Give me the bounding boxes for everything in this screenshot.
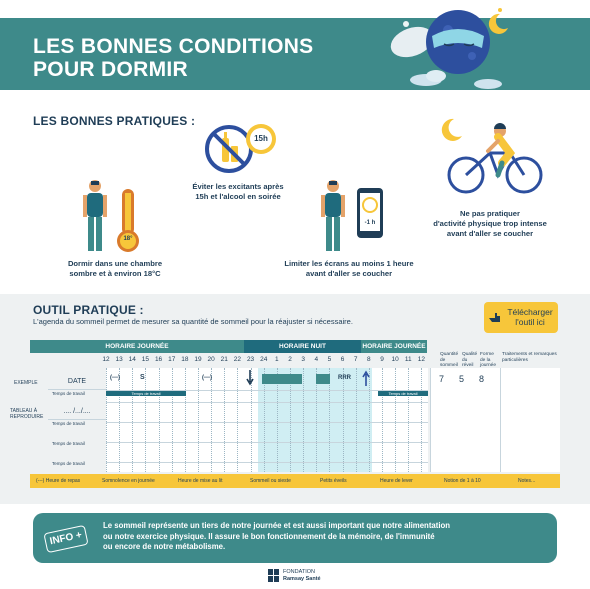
practice-caption: Dormir dans une chambre sombre et à environ 18°C [67,259,163,278]
legend-notes: Notes... [518,478,536,484]
score-quantity: 7 [439,374,445,384]
column-quality: Qualité du réveil [462,352,478,368]
work-time-bar: Temps de travail [106,391,186,396]
reproduce-label: TABLEAU À REPRODUIRE [10,408,44,420]
download-label-1: Télécharger [507,307,553,317]
foundation-logo-icon [268,569,280,583]
grid-column-line [408,368,409,472]
hero-banner [0,0,590,96]
grid-column-line [198,368,199,472]
hour-label: 10 [391,356,399,363]
grid-row-line [106,462,428,463]
legend-wakes: Petits éveils [320,478,347,484]
sleep-agenda-table [10,340,560,500]
header-night: HORAIRE NUIT [244,340,361,353]
work-time-bar: Temps de travail [378,391,428,396]
column-quantity: Quantité de sommeil [440,352,459,368]
grid-column-line [132,368,133,472]
meal-mark: (---) [110,375,120,381]
practice-screens [274,175,424,285]
practices-title: LES BONNES PRATIQUES : [33,114,196,128]
date-cell: DATE [48,374,106,390]
hours-grid [106,368,428,472]
grid-column-line [395,368,396,472]
work-time-label: Temps de travail [52,421,85,426]
hour-label: 20 [207,356,215,363]
download-label-2: l'outil ici [515,317,545,327]
practice-caption: Éviter les excitants après 15h et l'alcool en soirée [192,182,284,201]
person-standing-icon [320,179,346,257]
grid-column-line [211,368,212,472]
grid-column-line [356,368,357,472]
clock-badge: 15h [254,134,268,143]
grid-column-line [172,368,173,472]
grid-column-line [119,368,120,472]
hour-label: 1 [275,356,279,363]
hour-label: 3 [301,356,305,363]
hour-label: 14 [128,356,136,363]
hour-label: 24 [260,356,268,363]
notes-column [500,368,560,472]
legend-meal: (---) Heure de repas [36,478,81,484]
date-cell-empty: .... /.../.... [48,404,106,420]
practice-activity [420,117,560,247]
grid-column-line [159,368,160,472]
legend-scale: Notion de 1 à 10 [444,478,481,484]
footer-org: FONDATION Ramsay Santé [283,569,321,582]
grid-column-line [237,368,238,472]
bedtime-arrow-icon [246,370,254,386]
score-form: 8 [479,374,485,384]
title-line-1: LES BONNES CONDITIONS [33,35,314,58]
hour-label: 6 [340,356,345,363]
meal-mark: (---) [202,375,212,381]
hour-label: 18 [181,356,189,363]
hour-label: 16 [154,356,163,363]
info-badge: INFO + [43,525,88,553]
grid-column-line [185,368,186,472]
legend-wakeup: Heure de lever [380,478,413,484]
legend-sleep: Sommeil ou sieste [250,478,291,484]
grid-row-line [106,422,428,423]
work-time-label: Temps de travail [52,461,85,466]
hour-label: 11 [404,356,412,363]
grid-column-line [106,368,107,472]
grid-column-line [382,368,383,472]
outil-title: OUTIL PRATIQUE : [33,303,144,317]
hour-label: 15 [141,356,150,363]
grid-column-line [303,368,304,472]
column-form: Forme de la journée [480,352,497,368]
info-box [33,513,557,563]
practice-bedroom [50,175,180,285]
drowsiness-mark: S [140,374,145,381]
sleep-block [316,374,330,384]
hour-label: 13 [115,356,123,363]
title-line-2: POUR DORMIR [33,58,188,81]
practice-caption: Ne pas pratiquer d'activité physique trop intense avant d'aller se coucher [433,209,547,238]
hour-label: 5 [327,356,332,363]
practice-caption: Limiter les écrans au moins 1 heure avant d'aller se coucher [284,259,414,278]
hour-label: 9 [380,356,384,363]
sleep-block [262,374,302,384]
cyclist-icon [440,123,550,195]
example-label: EXEMPLE [14,380,38,386]
hour-label: 12 [102,356,110,363]
legend-bar [30,474,560,488]
hour-label: 2 [288,356,292,363]
hour-label: 19 [194,356,202,363]
person-standing-icon [82,179,108,257]
grid-column-line [343,368,344,472]
score-quality: 5 [459,374,465,384]
grid-row-line [106,402,428,403]
grid-row-line [106,442,428,443]
hour-label: 17 [168,356,176,363]
header-day-1: HORAIRE JOURNÉE [30,340,244,353]
wake-arrow-icon [362,370,370,386]
legend-bedtime: Heure de mise au lit [178,478,223,484]
hour-label: 21 [220,356,228,363]
hour-label: 23 [246,356,255,363]
column-notes: Traitements et remarques particulières [502,352,557,363]
hour-label: 4 [314,356,319,363]
work-time-label: Temps de travail [52,441,85,446]
grid-column-line [224,368,225,472]
thermometer-badge: 18° [123,236,133,242]
work-time-label: Temps de travail [52,391,85,396]
hour-label: 12 [417,356,426,363]
hour-label: 8 [367,356,371,363]
hour-label: 22 [233,356,242,363]
hour-label: 7 [353,356,358,363]
screen-badge: -1 h [364,220,376,226]
smartphone-icon [356,187,384,239]
outil-subtitle: L'agenda du sommeil permet de mesurer sa quantité de sommeil pour la réajuster si nécessaire. [33,317,353,326]
sleeping-moon-illustration [380,0,520,92]
header-day-2: HORAIRE JOURNÉE [361,340,427,353]
legend-drowsiness: Somnolence en journée [102,478,155,484]
page-title [33,35,314,81]
scores-column [430,368,500,472]
hours-row [100,356,430,366]
wake-marks: RRR [338,375,351,381]
pointing-hand-icon [488,312,502,324]
grid-column-line [421,368,422,472]
grid-column-line [145,368,146,472]
info-text: Le sommeil représente un tiers de notre journée et est aussi important que notre alimentation ou notre exercice physique. Il assure le bon fonctionnement de la mémoire, de l'immunité ou encore de notre métabolisme. [103,521,451,551]
